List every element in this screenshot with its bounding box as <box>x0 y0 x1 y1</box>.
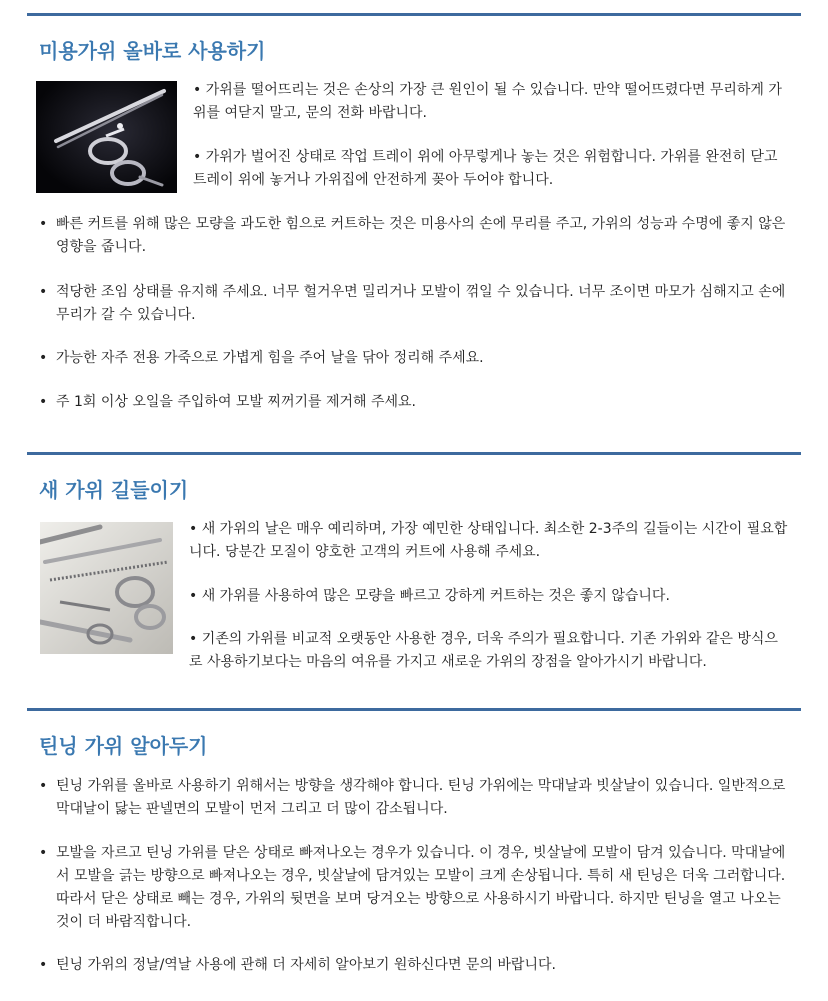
paragraph: • 새 가위의 날은 매우 예리하며, 가장 예민한 상태입니다. 최소한 2-3주의 길들이는 시간이 필요합니다. 당분간 모질이 양호한 고객의 커트에 사용해 주세요. <box>189 521 788 560</box>
section-divider <box>27 708 801 711</box>
section-title: 미용가위 올바로 사용하기 <box>39 39 266 63</box>
list-item: • 틴닝 가위를 올바로 사용하기 위해서는 방향을 생각해야 합니다. 틴닝 가위에는 막대날과 빗살날이 있습니다. 일반적으로 막대날이 닳는 판넬면의 모발이 먼저 그리고 더 많이 감소됩니다. <box>39 775 791 821</box>
list-item: • 빠른 커트를 위해 많은 모량을 과도한 힘으로 커트하는 것은 미용사의 손에 무리를 주고, 가위의 성능과 수명에 좋지 않은 영향을 줍니다. <box>39 213 791 259</box>
list-item: • 주 1회 이상 오일을 주입하여 모발 찌꺼기를 제거해 주세요. <box>39 391 791 414</box>
scissors-photo-dark <box>36 81 177 193</box>
list-item: • 가능한 자주 전용 가죽으로 가볍게 힘을 주어 날을 닦아 정리해 주세요. <box>39 347 791 370</box>
paragraph: • 기존의 가위를 비교적 오랫동안 사용한 경우, 더욱 주의가 필요합니다. 기존 가위와 같은 방식으로 사용하기보다는 마음의 여유를 가지고 새로운 가위의 장점을 알아가시기 바랍니다. <box>189 631 778 670</box>
section-title: 새 가위 길들이기 <box>39 478 189 502</box>
paragraph: • 새 가위를 사용하여 많은 모량을 빠르고 강하게 커트하는 것은 좋지 않습니다. <box>189 588 670 604</box>
paragraph: • 가위가 벌어진 상태로 작업 트레이 위에 아무렇게나 놓는 것은 위험합니다. 가위를 완전히 닫고 트레이 위에 놓거나 가위집에 안전하게 꽂아 두어야 합니다. <box>193 149 778 188</box>
paragraph: • 가위를 떨어뜨리는 것은 손상의 가장 큰 원인이 될 수 있습니다. 만약 떨어뜨렸다면 무리하게 가위를 여닫지 말고, 문의 전화 바랍니다. <box>193 82 782 121</box>
section-new-scissors <box>27 452 801 692</box>
section-thinning-scissors <box>27 708 801 998</box>
section-scissors-care <box>27 13 801 433</box>
scissors-icon <box>36 81 177 193</box>
scissors-icon <box>40 522 173 654</box>
list-item: • 틴닝 가위의 정날/역날 사용에 관해 더 자세히 알아보기 원하신다면 문의 바랍니다. <box>39 954 791 977</box>
section-divider <box>27 452 801 455</box>
section-title: 틴닝 가위 알아두기 <box>39 734 208 758</box>
list-item: • 적당한 조임 상태를 유지해 주세요. 너무 헐거우면 밀리거나 모발이 꺾일 수 있습니다. 너무 조이면 마모가 심해지고 손에 무리가 갈 수 있습니다. <box>39 281 791 327</box>
scissors-photo-light <box>40 522 173 654</box>
list-item: • 모발을 자르고 틴닝 가위를 닫은 상태로 빠져나오는 경우가 있습니다. 이 경우, 빗살날에 모발이 담겨 있습니다. 막대날에서 모발을 긁는 방향으로 빠져나오는 경우, 빗살날에 담겨있는 모발이 크게 손상됩니다. 특히 새 틴닝은 더욱 그러합니다. 따라서 닫은 상태로 빼는 경우, 가위의 뒷면을 보며 당겨오는 방향으로 사용하시기 바랍니다. 하지만 틴닝을 열고 나오는 것이 더 바람직합니다. <box>39 842 791 934</box>
section-divider <box>27 13 801 16</box>
